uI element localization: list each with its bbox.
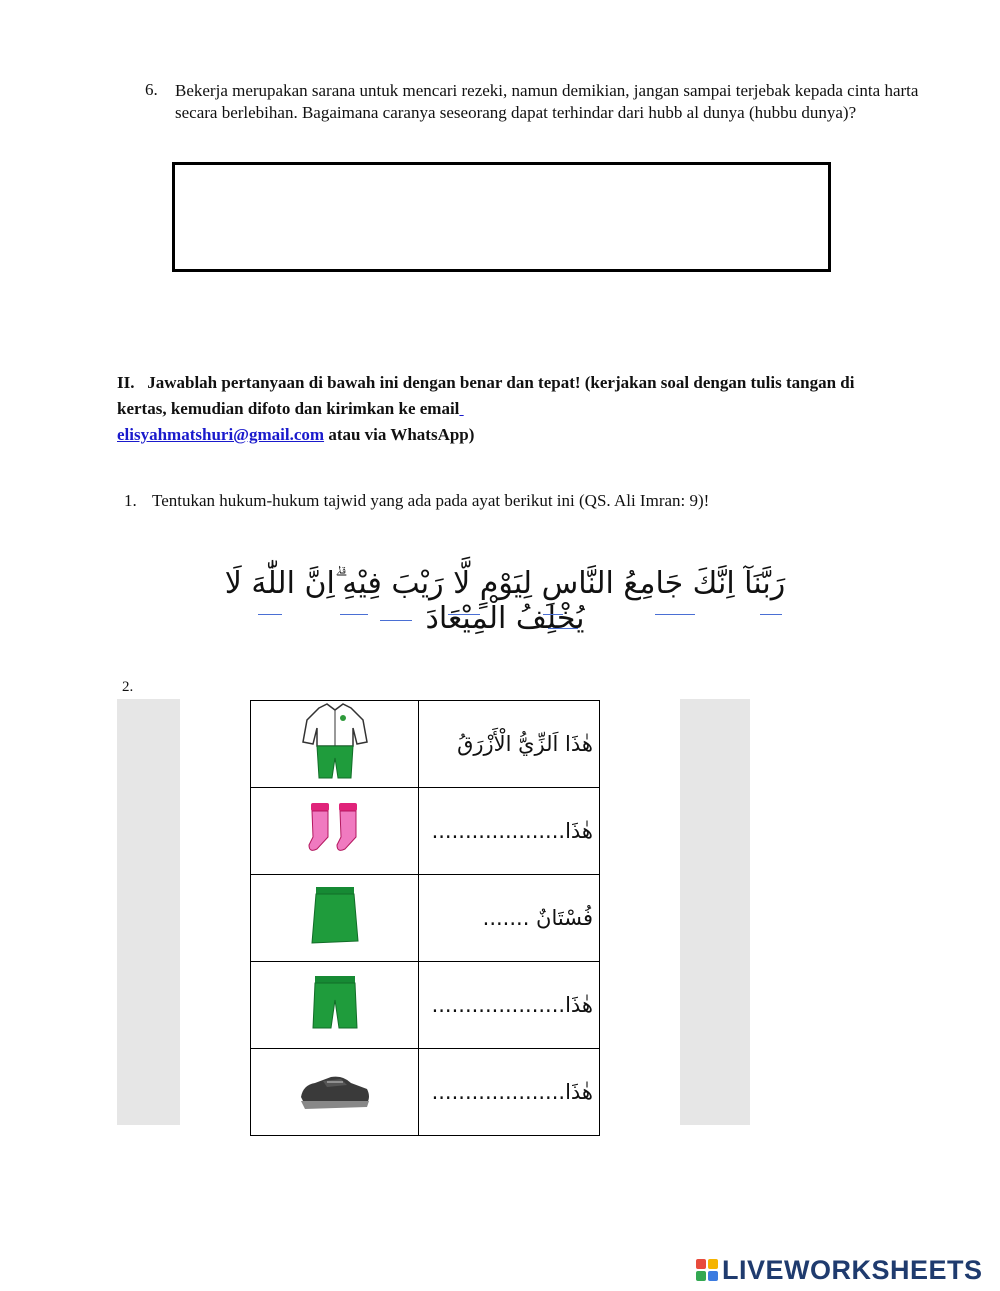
question-2-number: 2.: [122, 679, 134, 695]
shorts-icon: [310, 974, 360, 1032]
uniform-icon: [297, 702, 373, 782]
tajwid-blank[interactable]: [380, 620, 412, 621]
arabic-text-cell[interactable]: فُسْتَانٌ .......: [419, 875, 600, 962]
shoe-icon: [297, 1067, 373, 1113]
tajwid-blank[interactable]: [655, 614, 695, 615]
liveworksheets-logo: [696, 1255, 983, 1285]
question-1-number: 1.: [124, 491, 137, 510]
arabic-text-cell[interactable]: هٰذَا....................: [419, 788, 600, 875]
question-1-text: Tentukan hukum-hukum tajwid yang ada pada ayat berikut ini (QS. Ali Imran: 9)!: [152, 491, 710, 510]
quran-verse: رَبَّنَآ اِنَّكَ جَامِعُ النَّاسِ لِيَوْمٍ لَّا رَيْبَ فِيْهِ ۗاِنَّ اللّٰهَ لَا يُخْلِفُ الْمِيْعَادَ: [224, 566, 786, 636]
image-cell: [251, 788, 419, 875]
vocabulary-table: [250, 700, 600, 1136]
tajwid-blank[interactable]: [543, 614, 563, 615]
table-row: [251, 701, 600, 788]
logo-icon: [696, 1259, 718, 1281]
table-row: [251, 875, 600, 962]
table-row: [251, 962, 600, 1049]
tajwid-blank[interactable]: [448, 614, 480, 615]
arabic-text-cell[interactable]: هٰذَا....................: [419, 1049, 600, 1136]
email-link-text[interactable]: elisyahmatshuri@gmail.com: [117, 425, 325, 444]
skirt-icon: [310, 885, 360, 947]
socks-icon: [305, 801, 365, 857]
section-2-title-end: atau via WhatsApp): [324, 425, 475, 444]
section-2-title: II. Jawablah pertanyaan di bawah ini dengan benar dan tepat! (kerjakan soal dengan tulis tangan di kertas, kemudian difoto dan kirimkan ke email: [117, 373, 855, 418]
arabic-text-cell[interactable]: هٰذَا....................: [419, 962, 600, 1049]
tajwid-blank[interactable]: [548, 628, 578, 629]
email-link[interactable]: [459, 399, 463, 418]
question-6-number: 6.: [145, 80, 158, 99]
brand-name: LIVEWORKSHEETS: [722, 1254, 983, 1285]
image-cell: [251, 1049, 419, 1136]
image-cell: [251, 962, 419, 1049]
table-row: [251, 788, 600, 875]
arabic-text-cell: هٰذَا اَلزِّيُّ الْأَزْرَقُ: [419, 701, 600, 788]
image-cell: [251, 875, 419, 962]
tajwid-blank[interactable]: [760, 614, 782, 615]
question-1: [124, 491, 709, 511]
section-2-instructions: [117, 370, 877, 448]
tajwid-blank[interactable]: [258, 614, 282, 615]
image-cell: [251, 701, 419, 788]
table-row: [251, 1049, 600, 1136]
tajwid-blank[interactable]: [340, 614, 368, 615]
question-6-answer-box[interactable]: [172, 162, 831, 272]
question-6-text: Bekerja merupakan sarana untuk mencari rezeki, namun demikian, jangan sampai terjebak kepada cinta harta secara berlebihan. Bagaimana caranya seseorang dapat terhindar dari hubb al dunya (hubbu dunya)?: [175, 81, 919, 122]
